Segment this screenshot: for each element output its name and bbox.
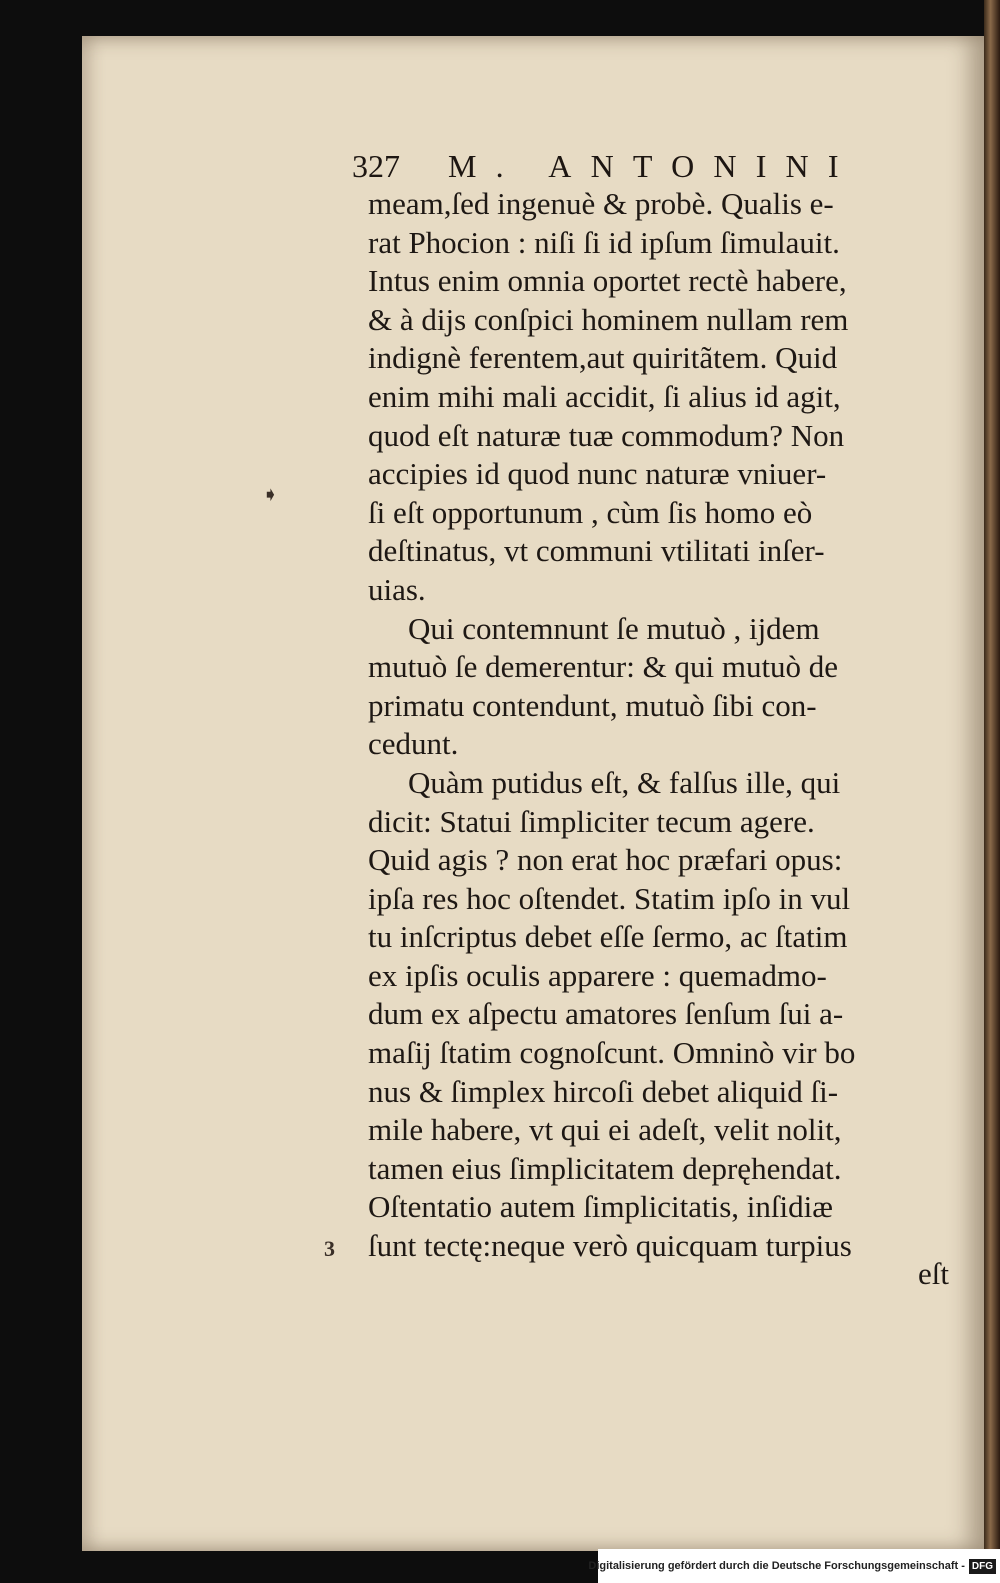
text-line: quod eſt naturæ tuæ commodum? Non xyxy=(368,417,845,453)
catchword: eſt xyxy=(918,1256,949,1291)
running-head: M. ANTONINI xyxy=(448,148,858,184)
text-line: enim mihi mali accidit, ſi alius id agit, xyxy=(368,378,841,414)
footer-bar xyxy=(588,1549,1000,1583)
margin-arrow-icon: ➧ xyxy=(262,484,279,506)
dfg-logo: DFG xyxy=(969,1559,996,1574)
text-line: ipſa res hoc oſtendet. Statim ipſo in vul xyxy=(368,880,851,916)
page-number: 327 xyxy=(352,148,400,184)
text-line: meam,ſed ingenuè & probè. Qualis e- xyxy=(368,186,834,221)
text-line: rat Phocion : niſi ſi id ipſum ſimulauit. xyxy=(368,224,840,260)
text-line: dum ex aſpectu amatores ſenſum ſui a- xyxy=(368,996,844,1032)
text-line: primatu contendunt, mutuò ſibi con- xyxy=(368,687,817,723)
text-line: & à dijs conſpici hominem nullam rem xyxy=(368,301,849,337)
book-edge xyxy=(984,0,1000,1583)
page-header xyxy=(352,148,892,188)
text-line: Intus enim omnia oportet rectè habere, xyxy=(368,263,847,299)
text-line: cedunt. xyxy=(368,726,459,762)
text-line: tamen eius ſimplicitatem depręhendat. xyxy=(368,1150,842,1186)
text-line: ex ipſis oculis apparere : quemadmo- xyxy=(368,957,827,993)
text-line: maſij ſtatim cognoſcunt. Omninò vir bo xyxy=(368,1035,856,1071)
text-line: ſi eſt opportunum , cùm ſis homo eò xyxy=(368,494,813,530)
text-line: mile habere, vt qui ei adeſt, velit nolit, xyxy=(368,1112,842,1148)
margin-number: 3 xyxy=(324,1236,335,1261)
text-line: mutuò ſe demerentur: & qui mutuò de xyxy=(368,649,839,685)
text-line: Quid agis ? non erat hoc præfari opus: xyxy=(368,842,843,878)
footer-credit: Digitalisierung gefördert durch die Deutsche Forschungsgemeinschaft - xyxy=(588,1560,965,1572)
text-line: Quàm putidus eſt, & falſus ille, qui xyxy=(408,764,841,800)
text-line: tu inſcriptus debet eſſe ſermo, ac ſtatim xyxy=(368,919,848,955)
text-line: ſunt tectę:neque verò quicquam turpius xyxy=(368,1228,852,1264)
text-line: indignè ferentem,aut quiritãtem. Quid xyxy=(368,340,838,376)
text-line: deſtinatus, vt communi vtilitati inſer- xyxy=(368,533,825,569)
text-line: Oſtentatio autem ſimplicitatis, inſidiæ xyxy=(368,1189,833,1225)
text-line: Qui contemnunt ſe mutuò , ijdem xyxy=(408,610,820,646)
text-line: nus & ſimplex hircoſi debet aliquid ſi- xyxy=(368,1073,839,1109)
text-line: dicit: Statui ſimpliciter tecum agere. xyxy=(368,803,815,839)
body-text xyxy=(368,185,960,1266)
text-line: accipies id quod nunc naturæ vniuer- xyxy=(368,456,827,492)
text-line: uias. xyxy=(368,571,426,607)
